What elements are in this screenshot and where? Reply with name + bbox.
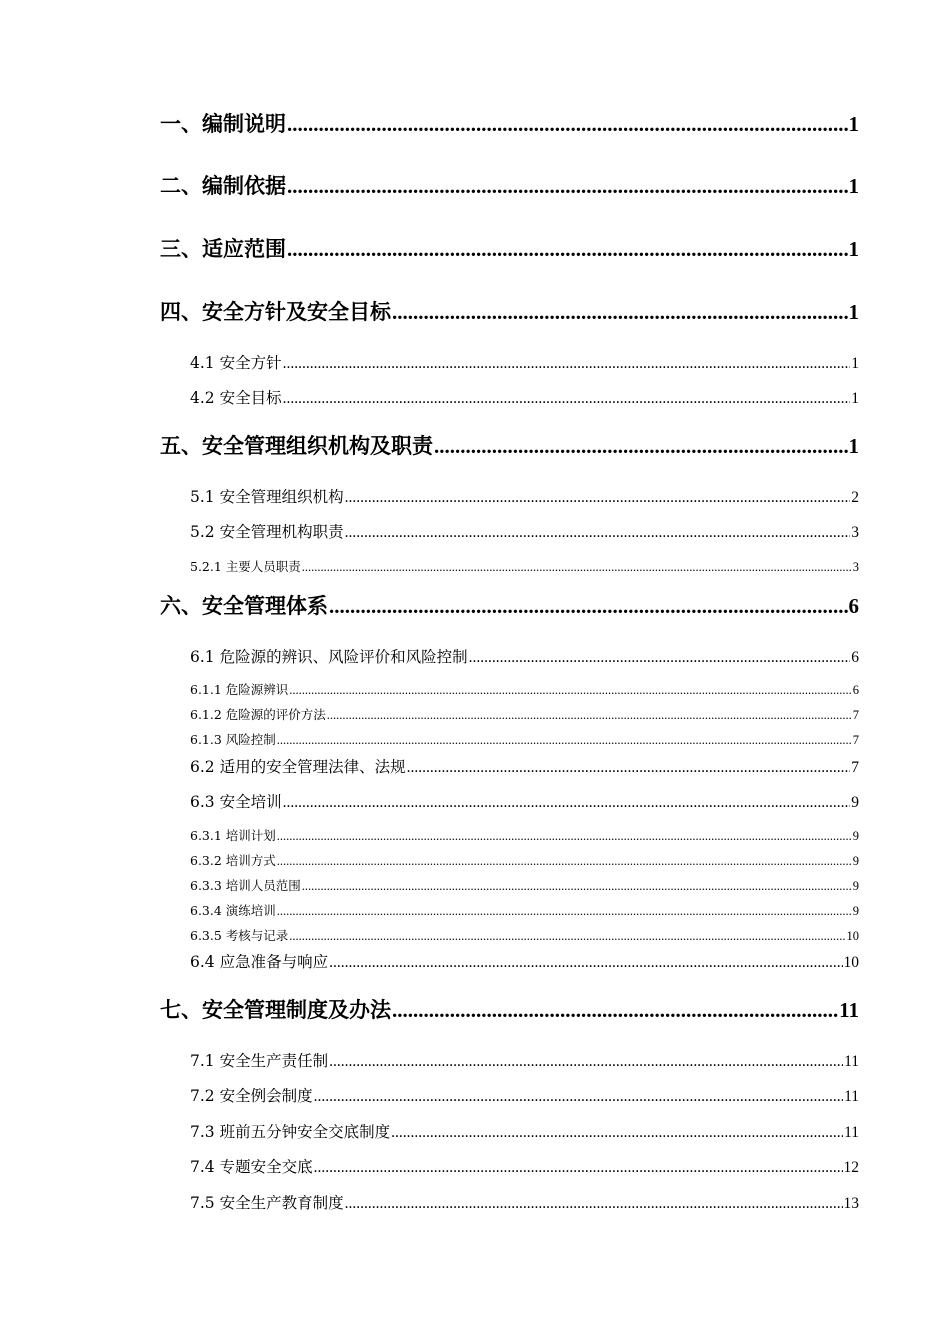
toc-leader	[277, 733, 852, 748]
toc-page: 9	[852, 879, 859, 893]
toc-leader	[277, 829, 852, 844]
toc-leader	[289, 683, 851, 698]
toc-title: 七、安全管理制度及办法	[160, 998, 391, 1022]
toc-title: 四、安全方针及安全目标	[160, 300, 391, 324]
toc-entry[interactable]	[160, 233, 859, 263]
toc-title: 4.1 安全方针	[190, 354, 282, 372]
toc-page: 13	[843, 1195, 859, 1212]
toc-title: 6.1 危险源的辨识、风险评价和风险控制	[190, 648, 468, 666]
toc-leader	[329, 594, 848, 619]
toc-leader	[392, 300, 848, 325]
toc-leader	[329, 1053, 843, 1071]
toc-page: 11	[844, 1088, 859, 1105]
toc-entry[interactable]	[160, 430, 859, 460]
toc-leader	[283, 355, 851, 373]
toc-title: 六、安全管理体系	[160, 594, 328, 618]
toc-leader	[314, 1088, 843, 1106]
toc-leader	[345, 489, 851, 507]
toc-entry[interactable]	[190, 680, 859, 698]
toc-entry[interactable]	[160, 108, 859, 138]
toc-entry[interactable]	[190, 1084, 859, 1106]
toc-leader	[287, 174, 848, 199]
toc-leader	[302, 560, 852, 575]
toc-leader	[327, 708, 852, 723]
toc-leader	[302, 879, 852, 894]
toc-page: 11	[844, 1053, 859, 1070]
toc-entry[interactable]	[190, 901, 859, 919]
toc-entry[interactable]	[190, 876, 859, 894]
toc-page: 6	[852, 683, 859, 697]
toc-title: 6.1.1 危险源辨识	[190, 682, 289, 697]
toc-page: 10	[846, 929, 859, 943]
toc-title: 6.3.3 培训人员范围	[190, 878, 301, 893]
toc-leader	[434, 434, 848, 459]
toc-leader	[287, 237, 848, 262]
toc-title: 6.1.2 危险源的评价方法	[190, 707, 326, 722]
toc-leader	[469, 649, 851, 667]
toc-entry[interactable]	[190, 520, 859, 542]
toc-title: 6.4 应急准备与响应	[190, 953, 329, 971]
toc-page: 3	[851, 524, 859, 541]
toc-title: 五、安全管理组织机构及职责	[160, 434, 433, 458]
toc-entry[interactable]	[190, 485, 859, 507]
toc-page: 2	[851, 489, 859, 506]
toc-page: 11	[844, 1124, 859, 1141]
toc-title: 5.2.1 主要人员职责	[190, 559, 301, 574]
toc-entry[interactable]	[160, 590, 859, 620]
toc-title: 6.3.4 演练培训	[190, 903, 276, 918]
toc-page: 7	[852, 708, 859, 722]
toc-page: 10	[843, 954, 859, 971]
toc-page: 11	[839, 998, 859, 1022]
toc-entry[interactable]	[190, 1049, 859, 1071]
toc-page: 9	[852, 904, 859, 918]
toc-entry[interactable]	[190, 826, 859, 844]
toc-entry[interactable]	[190, 1155, 859, 1177]
toc-entry[interactable]	[190, 950, 859, 972]
toc-title: 6.3.2 培训方式	[190, 853, 276, 868]
toc-entry[interactable]	[190, 755, 859, 777]
toc-title: 6.3.1 培训计划	[190, 828, 276, 843]
toc-entry[interactable]	[190, 386, 859, 408]
toc-page: 6	[851, 649, 859, 666]
toc-page: 1	[848, 300, 859, 324]
toc-page: 6	[848, 594, 859, 618]
toc-page: 1	[848, 434, 859, 458]
toc-entry[interactable]	[190, 851, 859, 869]
toc-entry[interactable]	[190, 1120, 859, 1142]
toc-title: 7.4 专题安全交底	[190, 1158, 313, 1176]
toc-title: 7.2 安全例会制度	[190, 1087, 313, 1105]
toc-title: 7.1 安全生产责任制	[190, 1052, 329, 1070]
toc-page: 1	[848, 112, 859, 136]
toc-entry[interactable]	[190, 730, 859, 748]
toc-title: 6.2 适用的安全管理法律、法规	[190, 758, 406, 776]
toc-entry[interactable]	[190, 705, 859, 723]
toc-leader	[345, 524, 851, 542]
toc-page: 1	[851, 355, 859, 372]
toc-leader	[277, 904, 852, 919]
toc-page: 1	[851, 390, 859, 407]
toc-page: 9	[851, 794, 859, 811]
toc-title: 5.2 安全管理机构职责	[190, 523, 344, 541]
toc-entry[interactable]	[190, 926, 859, 944]
toc-leader	[277, 854, 852, 869]
toc-title: 二、编制依据	[160, 174, 286, 198]
toc-page: 7	[852, 733, 859, 747]
toc-leader	[314, 1159, 843, 1177]
toc-page: 9	[852, 854, 859, 868]
toc-title: 6.3.5 考核与记录	[190, 928, 289, 943]
toc-page: 12	[843, 1159, 859, 1176]
toc-leader	[392, 998, 838, 1023]
toc-page: 1	[848, 237, 859, 261]
toc-page: 7	[851, 759, 859, 776]
toc-leader	[287, 112, 848, 137]
toc-entry[interactable]	[190, 645, 859, 667]
toc-page: 1	[848, 174, 859, 198]
toc-title: 5.1 安全管理组织机构	[190, 488, 344, 506]
toc-entry[interactable]	[190, 351, 859, 373]
toc-title: 三、适应范围	[160, 237, 286, 261]
toc-entry[interactable]	[160, 296, 859, 326]
toc-page: 3	[852, 560, 859, 574]
toc-leader	[289, 929, 845, 944]
toc-entry[interactable]	[160, 170, 859, 200]
toc-title: 6.3 安全培训	[190, 793, 282, 811]
toc-title: 6.1.3 风险控制	[190, 732, 276, 747]
toc-title: 7.5 安全生产教育制度	[190, 1194, 344, 1212]
toc-entry[interactable]	[160, 994, 859, 1024]
toc-entry[interactable]	[190, 790, 859, 812]
toc-page: 9	[852, 829, 859, 843]
toc-leader	[407, 759, 851, 777]
toc-leader	[283, 390, 851, 408]
toc-title: 一、编制说明	[160, 112, 286, 136]
toc-title: 4.2 安全目标	[190, 389, 282, 407]
toc-entry[interactable]	[190, 557, 859, 575]
toc-title: 7.3 班前五分钟安全交底制度	[190, 1123, 391, 1141]
toc-entry[interactable]	[190, 1191, 859, 1213]
toc-leader	[345, 1195, 843, 1213]
toc-leader	[283, 794, 851, 812]
toc-leader	[391, 1124, 843, 1142]
toc-leader	[329, 954, 842, 972]
